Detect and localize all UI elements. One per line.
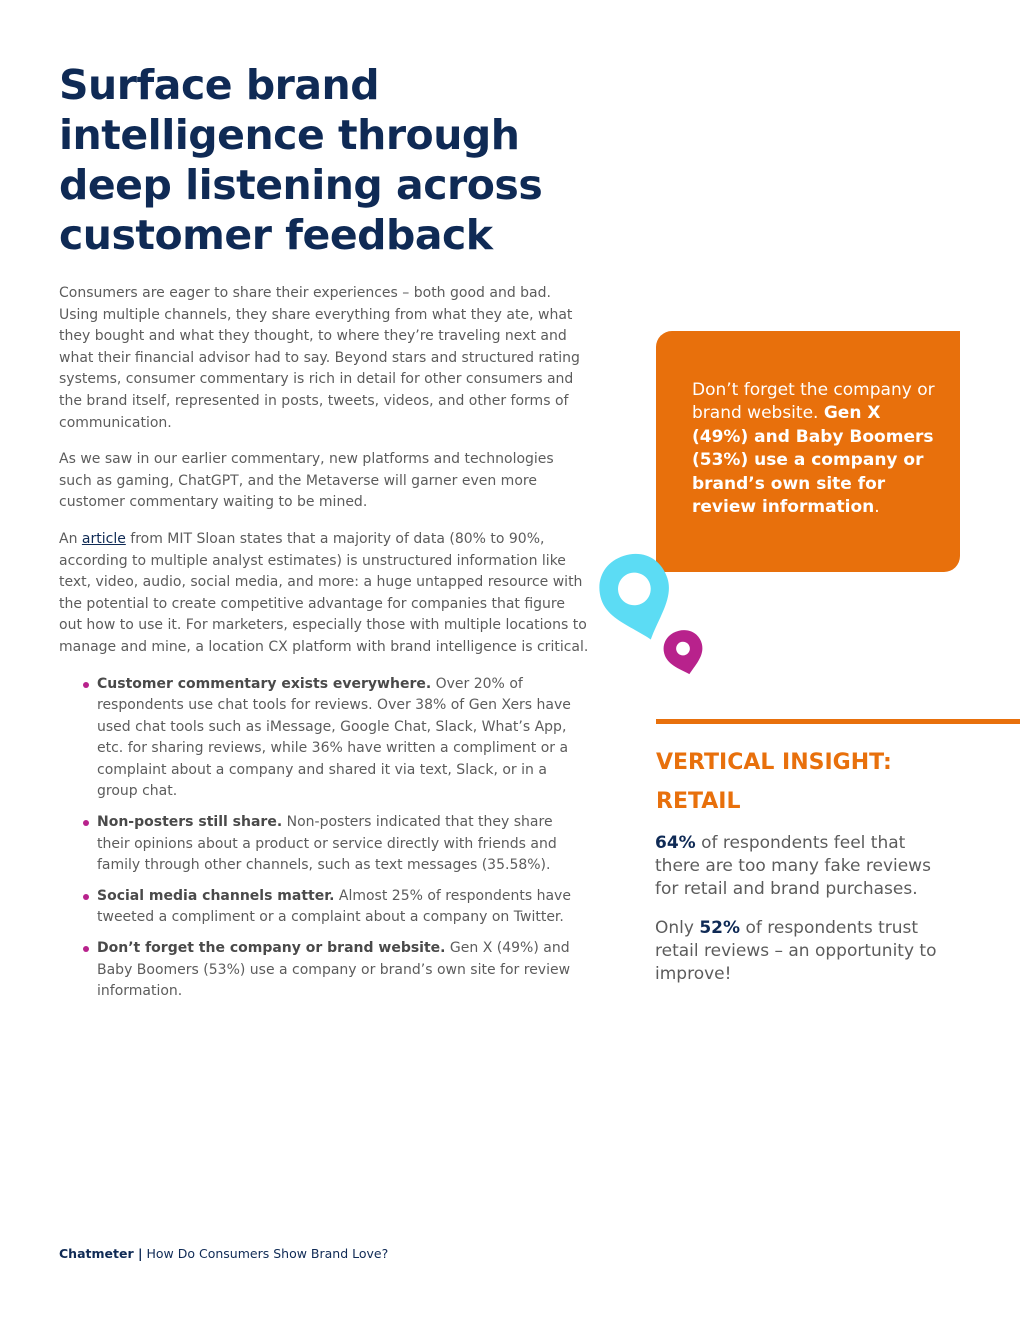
list-item: Social media channels matter. Almost 25% of respondents have tweeted a compliment or a complaint about a company on Twitter. (97, 886, 589, 929)
list-item: Don’t forget the company or brand website. Gen X (49%) and Baby Boomers (53%) use a company or brand’s own site for review information. (97, 938, 589, 1003)
main-text-column (59, 283, 589, 1012)
section-divider (656, 719, 1020, 724)
article-link[interactable]: article (81, 530, 126, 547)
footer-brand: Chatmeter | (59, 1246, 143, 1261)
location-pin-icon-magenta (660, 628, 706, 676)
page-footer (59, 1246, 388, 1261)
findings-list (59, 674, 589, 1003)
page-title: Surface brand intelligence through deep listening across customer feedback (59, 61, 543, 259)
mit-sloan-paragraph: An article from MIT Sloan states that a majority of data (80% to 90%, according to multiple analyst estimates) is unstructured information like text, video, audio, social media, and more: a huge untapped resource with the potential to create competitive advantage for companies that figure out how to use it. For marketers, especially those with multiple locations to manage and mine, a location CX platform with brand intelligence is critical. (59, 530, 589, 655)
footer-document-title: How Do Consumers Show Brand Love? (142, 1246, 389, 1261)
platforms-paragraph: As we saw in our earlier commentary, new platforms and technologies such as gaming, ChatGPT, and the Metaverse will garner even more customer commentary waiting to be mined. (59, 451, 554, 511)
list-item: Non-posters still share. Non-posters indicated that they share their opinions about a product or service directly with friends and family through other channels, such as text messages (35.58%). (97, 812, 589, 877)
vertical-insight-heading: VERTICAL INSIGHT: RETAIL (656, 750, 892, 814)
trust-reviews-stat: Only 52% of respondents trust retail reviews – an opportunity to improve! (655, 918, 937, 984)
intro-paragraph: Consumers are eager to share their experiences – both good and bad. Using multiple channels, they share everything from what they ate, what they bought and what they thought, to where they’re traveling next and what their financial advisor had to say. Beyond stars and structured rating systems, consumer commentary is rich in detail for other consumers and the brand itself, represented in posts, tweets, videos, and other forms of communication. (59, 285, 580, 431)
list-item: Customer commentary exists everywhere. Over 20% of respondents use chat tools for reviews. Over 38% of Gen Xers have used chat tools such as iMessage, Google Chat, Slack, What’s App, etc. for sharing reviews, while 36% have written a compliment or a complaint about a company and shared it via text, Slack, or in a group chat. (97, 674, 589, 804)
fake-reviews-stat: 64% of respondents feel that there are too many fake reviews for retail and brand purchases. (655, 833, 931, 899)
website-callout-box: Don’t forget the company or brand website. Gen X (49%) and Baby Boomers (53%) use a company or brand’s own site for review information. (656, 331, 960, 572)
